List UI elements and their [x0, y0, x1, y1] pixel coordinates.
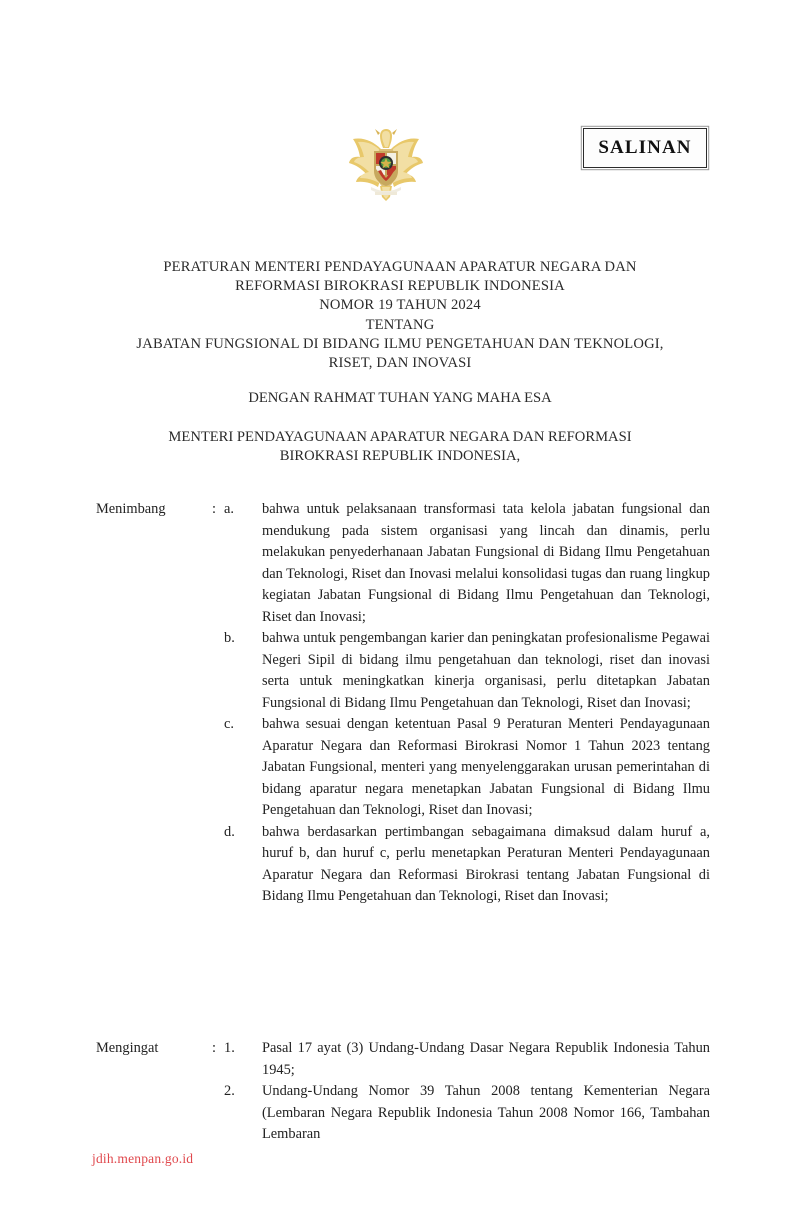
mengingat-colon: :	[212, 1040, 216, 1056]
mengingat-items	[224, 1038, 710, 1146]
clause-item	[224, 1038, 710, 1081]
menimbang-section	[96, 499, 710, 908]
salinan-label: SALINAN	[598, 137, 692, 158]
clause-marker: b.	[224, 630, 235, 646]
clause-item	[224, 628, 710, 714]
page-title	[100, 258, 700, 373]
title-tentang: TENTANG	[365, 316, 435, 333]
clause-text: Pasal 17 ayat (3) Undang-Undang Dasar Negara Republik Indonesia Tahun 1945;	[262, 1040, 710, 1078]
invocation-text: DENGAN RAHMAT TUHAN YANG MAHA ESA	[248, 390, 552, 406]
title-line-2: REFORMASI BIROKRASI REPUBLIK INDONESIA	[235, 278, 565, 295]
garuda-pancasila-emblem	[347, 123, 425, 205]
clause-item	[224, 714, 710, 822]
menimbang-items	[224, 499, 710, 908]
clause-text: bahwa sesuai dengan ketentuan Pasal 9 Peraturan Menteri Pendayagunaan Aparatur Negara dan Reformasi Birokrasi Nomor 1 Tahun 2023 tentang Jabatan Fungsional, menteri yang menyelenggarakan urusan pemerintahan di bidang aparatur negara menetapkan Jabatan Fungsional di Bidang Ilmu Pengetahuan dan Teknologi, Riset dan Inovasi;	[262, 716, 710, 818]
clause-text: bahwa untuk pelaksanaan transformasi tata kelola jabatan fungsional dan mendukung pada sistem organisasi yang lincah dan dinamis, perlu melakukan penyederhanaan Jabatan Fungsional di Bidang Ilmu Pengetahuan dan Teknologi, Riset dan Inovasi melalui konsolidasi tugas dan ruang lingkup kegiatan Jabatan Fungsional di Bidang Ilmu Pengetahuan dan Teknologi, Riset dan Inovasi;	[262, 501, 710, 625]
clause-marker: c.	[224, 716, 234, 732]
title-subject-line-1: JABATAN FUNGSIONAL DI BIDANG ILMU PENGETAHUAN DAN TEKNOLOGI,	[136, 335, 664, 352]
issuing-authority	[100, 428, 700, 466]
authority-line-1: MENTERI PENDAYAGUNAAN APARATUR NEGARA DAN REFORMASI	[168, 429, 632, 445]
mengingat-section	[96, 1038, 710, 1146]
title-regulation-number: NOMOR 19 TAHUN 2024	[319, 297, 481, 314]
clause-item	[224, 822, 710, 908]
clause-text: bahwa untuk pengembangan karier dan peningkatan profesionalisme Pegawai Negeri Sipil di bidang ilmu pengetahuan dan teknologi, riset dan inovasi serta untuk meningkatkan kinerja organisasi, perlu ditetapkan Jabatan Fungsional di Bidang Ilmu Pengetahuan dan Teknologi, Riset dan Inovasi;	[262, 630, 710, 711]
document-header	[0, 118, 800, 218]
clause-text: Undang-Undang Nomor 39 Tahun 2008 tentang Kementerian Negara (Lembaran Negara Republik Indonesia Tahun 2008 Nomor 166, Tambahan Lembaran	[262, 1083, 710, 1142]
authority-line-2: BIROKRASI REPUBLIK INDONESIA,	[279, 448, 521, 465]
clause-marker: 1.	[224, 1040, 235, 1056]
menimbang-colon: :	[212, 501, 216, 517]
title-subject-line-2: RISET, DAN INOVASI	[328, 355, 472, 372]
menimbang-label: Menimbang	[96, 501, 166, 517]
clause-marker: a.	[224, 501, 234, 517]
clause-text: bahwa berdasarkan pertimbangan sebagaimana dimaksud dalam huruf a, huruf b, dan huruf c, perlu menetapkan Peraturan Menteri Pendayagunaan Aparatur Negara dan Reformasi Birokrasi tentang Jabatan Fungsional di Bidang Ilmu Pengetahuan dan Teknologi, Riset dan Inovasi;	[262, 823, 710, 904]
clause-item	[224, 499, 710, 628]
jdih-watermark: jdih.menpan.go.id	[92, 1151, 194, 1166]
mengingat-label: Mengingat	[96, 1040, 159, 1056]
clause-item	[224, 1081, 710, 1146]
clause-marker: d.	[224, 823, 235, 840]
clause-marker: 2.	[224, 1083, 235, 1099]
salinan-stamp	[583, 128, 707, 168]
title-line-1: PERATURAN MENTERI PENDAYAGUNAAN APARATUR NEGARA DAN	[163, 259, 637, 275]
